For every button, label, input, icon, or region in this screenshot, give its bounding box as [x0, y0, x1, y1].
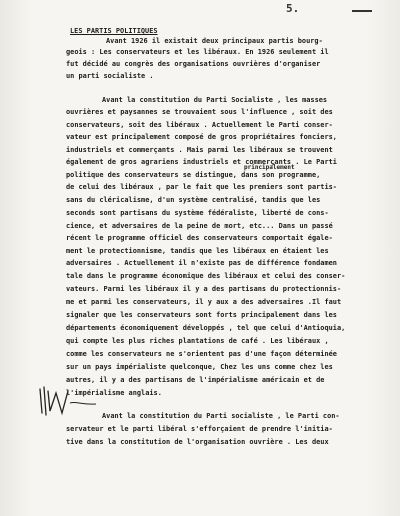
text-line: également de gros agrariens industriels et commerçants . Le Parti	[66, 158, 337, 166]
page-number: 5.	[286, 2, 300, 15]
text-line: industriels et commerçants . Mais parmi les libéraux se trouvent	[66, 146, 333, 154]
text-line: me et parmi les conservateurs, il y aux a des adversaires .Il faut	[66, 298, 342, 306]
text-line: vateur est principalement composé de gros propriétaires fonciers,	[66, 133, 337, 141]
text-line: sans du cléricalisme, d'un système centralisé, tandis que les	[66, 196, 321, 204]
text-line: Avant 1926 il existait deux principaux partis bourg-	[106, 37, 323, 45]
text-line: comme les conservateurs ne s'orientent pas d'une façon déterminée	[66, 350, 337, 358]
text-line: adversaires . Actuellement il n'existe pas de différence fondamen	[66, 259, 337, 267]
text-line: ouvrières et paysannes se trouvaient sous l'influence , soit des	[66, 108, 333, 116]
text-line: un parti socialiste .	[66, 72, 154, 80]
text-line: sur un pays impérialiste quelconque, Chez les uns comme chez les	[66, 363, 333, 371]
text-line: ment le protectionnisme, tandis que les libéraux en étaient les	[66, 247, 329, 255]
text-line: geois : Les conservateurs et les libéraux. En 1926 seulement il	[66, 48, 329, 56]
handwritten-margin-mark	[38, 383, 98, 423]
text-line: tive dans la constitution de l'organisation ouvrière . Les deux	[66, 438, 329, 446]
text-line: récent le programme officiel des conservateurs comportait égale-	[66, 234, 333, 242]
text-line: servateur et le parti libéral s'efforçaient de prendre l'initia-	[66, 425, 333, 433]
text-line: conservateurs, soit des libéraux . Actuellement le Parti conser-	[66, 121, 333, 129]
text-line: Avant la constitution du Parti socialiste , le Parti con-	[102, 412, 340, 420]
text-line: fut décidé au congrès des organisations ouvrières d'organiser	[66, 60, 321, 68]
text-line: départements économiquement développés , tel que celui d'Antioquia,	[66, 324, 346, 332]
text-line: Avant la constitution du Parti Socialiste , les masses	[102, 96, 328, 104]
text-line: seconds sont partisans du système fédéraliste, liberté de cons-	[66, 209, 329, 217]
text-line: vateurs. Parmi les libéraux il y a des partisans du protectionnis-	[66, 285, 342, 293]
handwritten-insert: principalement	[244, 164, 295, 171]
text-line: autres, il y a des partisans de l'impérialisme américain et de	[66, 376, 325, 384]
text-line: cience, et adversaires de la peine de mort, etc... Dans un passé	[66, 222, 333, 230]
document-title: LES PARTIS POLITIQUES	[70, 27, 158, 35]
text-line: qui compte les plus riches plantations de café . Les libéraux ,	[66, 337, 329, 345]
text-line: signaler que les conservateurs sont forts principalement dans les	[66, 311, 337, 319]
text-line: de celui des libéraux , par le fait que les premiers sont partis-	[66, 183, 337, 191]
text-line: politique des conservateurs se distingue, dans son programme,	[66, 171, 321, 179]
text-line: l'impérialisme anglais.	[66, 389, 162, 397]
top-mark	[352, 10, 372, 12]
text-line: tale dans le programme économique des libéraux et celui des conser-	[66, 272, 346, 280]
